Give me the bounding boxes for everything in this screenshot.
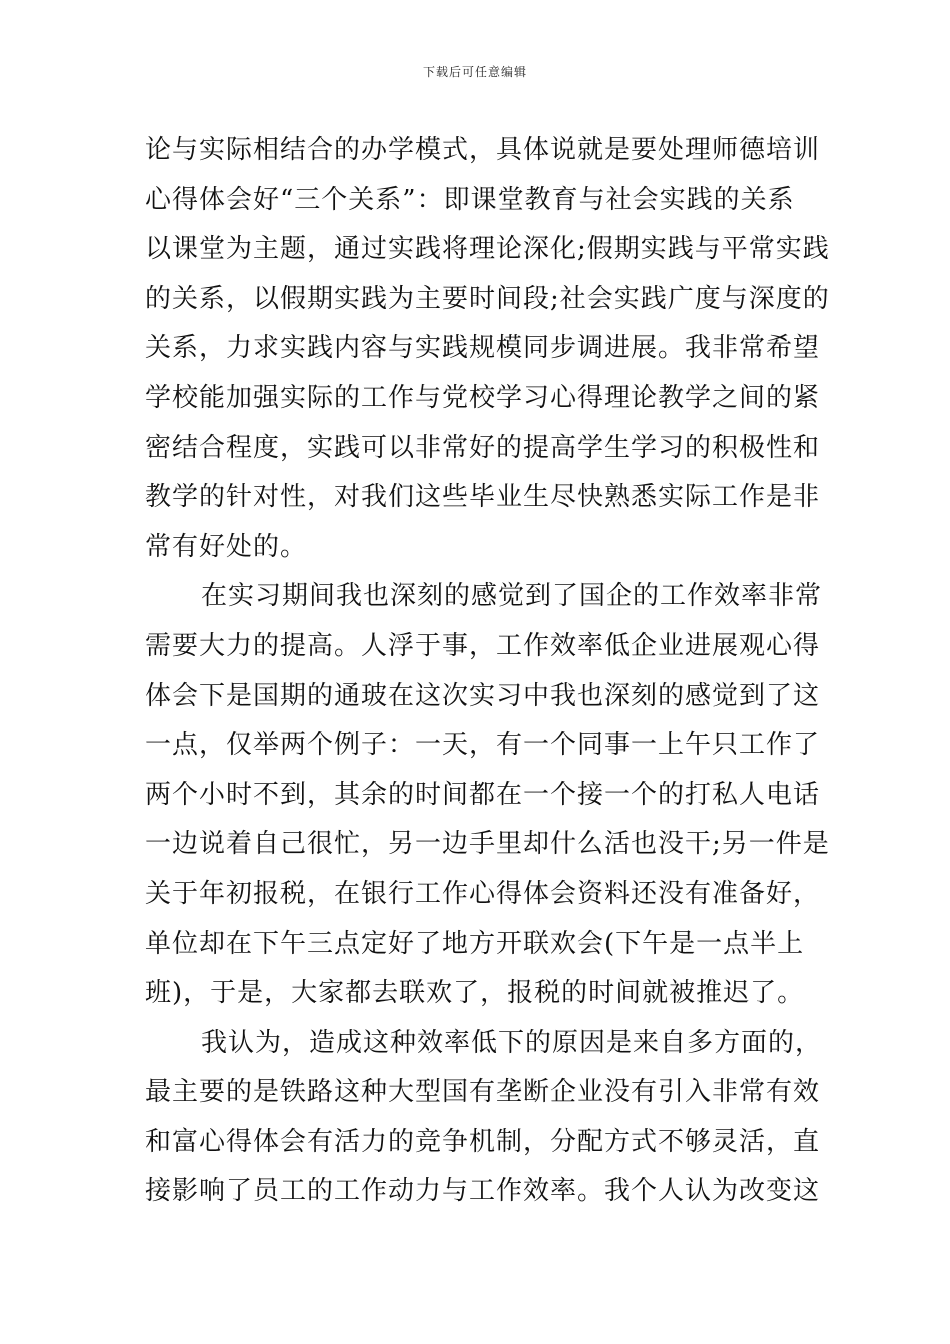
text-line: 最主要的是铁路这种大型国有垄断企业没有引入非常有效 <box>145 1077 821 1108</box>
text-line: 班)，于是，大家都去联欢了，报税的时间就被推迟了。 <box>145 978 805 1009</box>
text-line: 需要大力的提高。人浮于事，工作效率低企业进展观心得 <box>145 630 821 661</box>
text-line: 关系，力求实践内容与实践规模同步调进展。我非常希望 <box>145 333 821 364</box>
text-line: 论与实际相结合的办学模式，具体说就是要处理师德培训 <box>145 135 821 165</box>
text-line: 教学的针对性，对我们这些毕业生尽快熟悉实际工作是非 <box>145 482 821 513</box>
text-line: 关于年初报税，在银行工作心得体会资料还没有准备好， <box>145 878 821 909</box>
paragraph-first-line: 我认为，造成这种效率低下的原因是来自多方面的， <box>201 1027 823 1058</box>
page-header-note: 下载后可任意编辑 <box>422 65 527 79</box>
document-body <box>145 126 830 1217</box>
text-line: 学校能加强实际的工作与党校学习心得理论教学之间的紧 <box>145 382 821 413</box>
text-line: 以课堂为主题，通过实践将理论深化;假期实践与平常实践 <box>145 234 830 265</box>
text-line: 心得体会好“三个关系”：即课堂教育与社会实践的关系 <box>145 184 795 215</box>
text-line: 密结合程度，实践可以非常好的提高学生学习的积极性和 <box>145 432 821 463</box>
text-line: 两个小时不到，其余的时间都在一个接一个的打私人电话 <box>145 779 821 810</box>
text-line: 一边说着自己很忙，另一边手里却什么活也没干;另一件是 <box>145 829 830 860</box>
text-line: 一点，仅举两个例子：一天，有一个同事一上午只工作了 <box>145 730 821 761</box>
text-line: 单位却在下午三点定好了地方开联欢会(下午是一点半上 <box>145 928 805 959</box>
text-line: 接影响了员工的工作动力与工作效率。我个人认为改变这 <box>145 1176 821 1207</box>
text-line: 常有好处的。 <box>145 531 308 562</box>
paragraph-first-line: 在实习期间我也深刻的感觉到了国企的工作效率非常 <box>201 581 823 612</box>
text-line: 和富心得体会有活力的竞争机制，分配方式不够灵活，直 <box>145 1126 821 1157</box>
text-line: 的关系，以假期实践为主要时间段;社会实践广度与深度的 <box>145 283 830 314</box>
text-line: 体会下是国期的通玻在这次实习中我也深刻的感觉到了这 <box>145 680 821 711</box>
